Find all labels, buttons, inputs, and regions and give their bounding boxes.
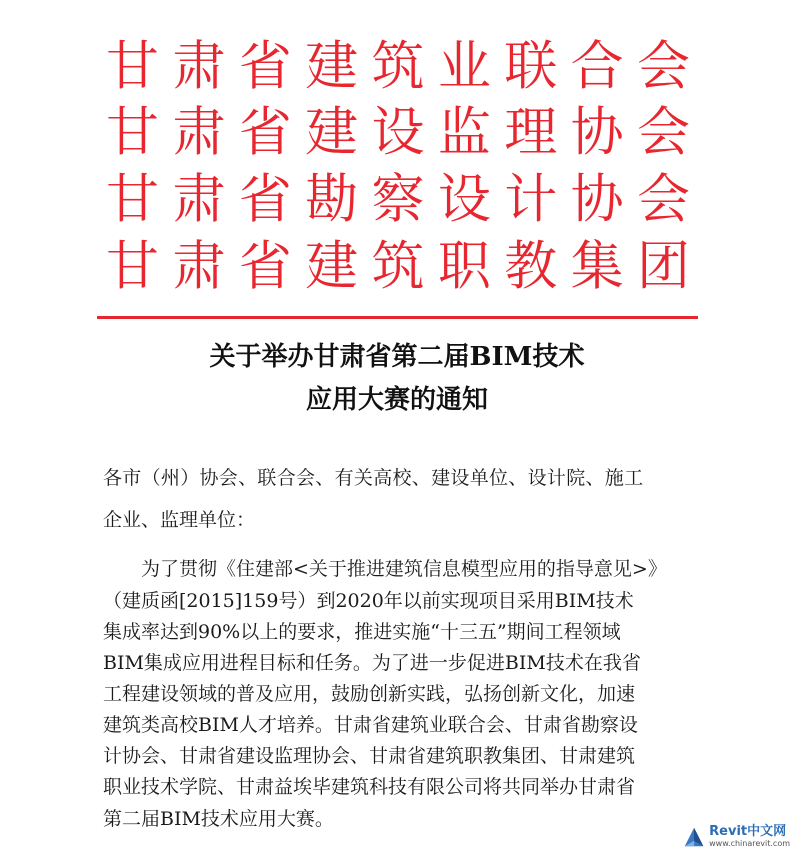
org-name-char: 业 xyxy=(437,36,491,97)
body-line-9: 第二届BIM技术应用大赛。 xyxy=(103,808,334,830)
org-name-char: 甘 xyxy=(106,36,159,97)
org-name-char: 教 xyxy=(504,236,558,297)
body-line-7: 计协会、甘肃省建设监理协会、甘肃省建筑职教集团、甘肃建筑 xyxy=(103,745,636,767)
org-name-char: 理 xyxy=(504,102,558,163)
notice-title-line-2: 应用大赛的通知 xyxy=(305,385,488,415)
org-name-char: 肃 xyxy=(172,236,226,297)
notice-title-line-1: 关于举办甘肃省第二届BIM技术 xyxy=(209,342,585,372)
org-name-char: 会 xyxy=(637,169,690,230)
body-line-8: 职业技术学院、甘肃益埃毕建筑科技有限公司将共同举办甘肃省 xyxy=(103,776,636,798)
org-name-1 xyxy=(103,37,693,97)
org-name-char: 团 xyxy=(637,236,690,297)
org-name-3 xyxy=(103,170,693,230)
watermark xyxy=(682,820,790,854)
body-line-2: （建质函[2015]159号）到2020年以前实现项目采用BIM技术 xyxy=(103,590,634,612)
watermark-brand: Revit中文网 xyxy=(709,824,787,839)
org-name-char: 筑 xyxy=(371,236,425,297)
org-name-char: 甘 xyxy=(106,236,159,297)
org-name-4 xyxy=(103,237,693,297)
org-name-char: 监 xyxy=(437,102,491,163)
org-name-char: 协 xyxy=(570,169,624,230)
org-name-char: 肃 xyxy=(172,102,226,163)
salutation-line-2: 企业、监理单位： xyxy=(103,509,256,531)
org-name-char: 筑 xyxy=(371,36,425,97)
org-name-char: 集 xyxy=(570,236,624,297)
org-name-char: 省 xyxy=(238,36,292,97)
org-name-2 xyxy=(103,103,693,163)
org-name-char: 会 xyxy=(637,102,690,163)
watermark-url: www.chinarevit.com xyxy=(709,839,790,848)
org-name-char: 协 xyxy=(570,102,624,163)
org-name-char: 建 xyxy=(305,236,359,297)
org-name-char: 省 xyxy=(238,236,292,297)
org-name-char: 联 xyxy=(504,36,558,97)
body-line-5: 工程建设领域的普及应用，鼓励创新实践，弘扬创新文化，加速 xyxy=(103,683,636,705)
body-line-4: BIM集成应用进程目标和任务。为了进一步促进BIM技术在我省 xyxy=(103,652,641,674)
org-name-char: 勘 xyxy=(305,169,359,230)
org-name-char: 肃 xyxy=(172,36,226,97)
revit-logo-icon xyxy=(682,824,706,850)
org-name-char: 计 xyxy=(504,169,558,230)
red-divider xyxy=(97,316,698,319)
org-name-char: 合 xyxy=(570,36,624,97)
org-name-char: 甘 xyxy=(106,169,159,230)
org-name-char: 肃 xyxy=(172,169,226,230)
org-name-char: 省 xyxy=(238,169,292,230)
org-name-char: 会 xyxy=(637,36,690,97)
org-name-char: 职 xyxy=(437,236,491,297)
body-line-1: 为了贯彻《住建部<关于推进建筑信息模型应用的指导意见>》 xyxy=(141,558,667,580)
org-name-char: 察 xyxy=(371,169,425,230)
org-name-char: 建 xyxy=(305,36,359,97)
org-name-char: 设 xyxy=(371,102,425,163)
org-name-char: 省 xyxy=(238,102,292,163)
salutation-line-1: 各市（州）协会、联合会、有关高校、建设单位、设计院、施工 xyxy=(103,467,644,489)
org-name-char: 建 xyxy=(305,102,359,163)
org-name-char: 甘 xyxy=(106,102,159,163)
body-line-6: 建筑类高校BIM人才培养。甘肃省建筑业联合会、甘肃省勘察设 xyxy=(103,714,638,736)
body-line-3: 集成率达到90%以上的要求，推进实施“十三五”期间工程领域 xyxy=(103,621,621,643)
org-name-char: 设 xyxy=(437,169,491,230)
